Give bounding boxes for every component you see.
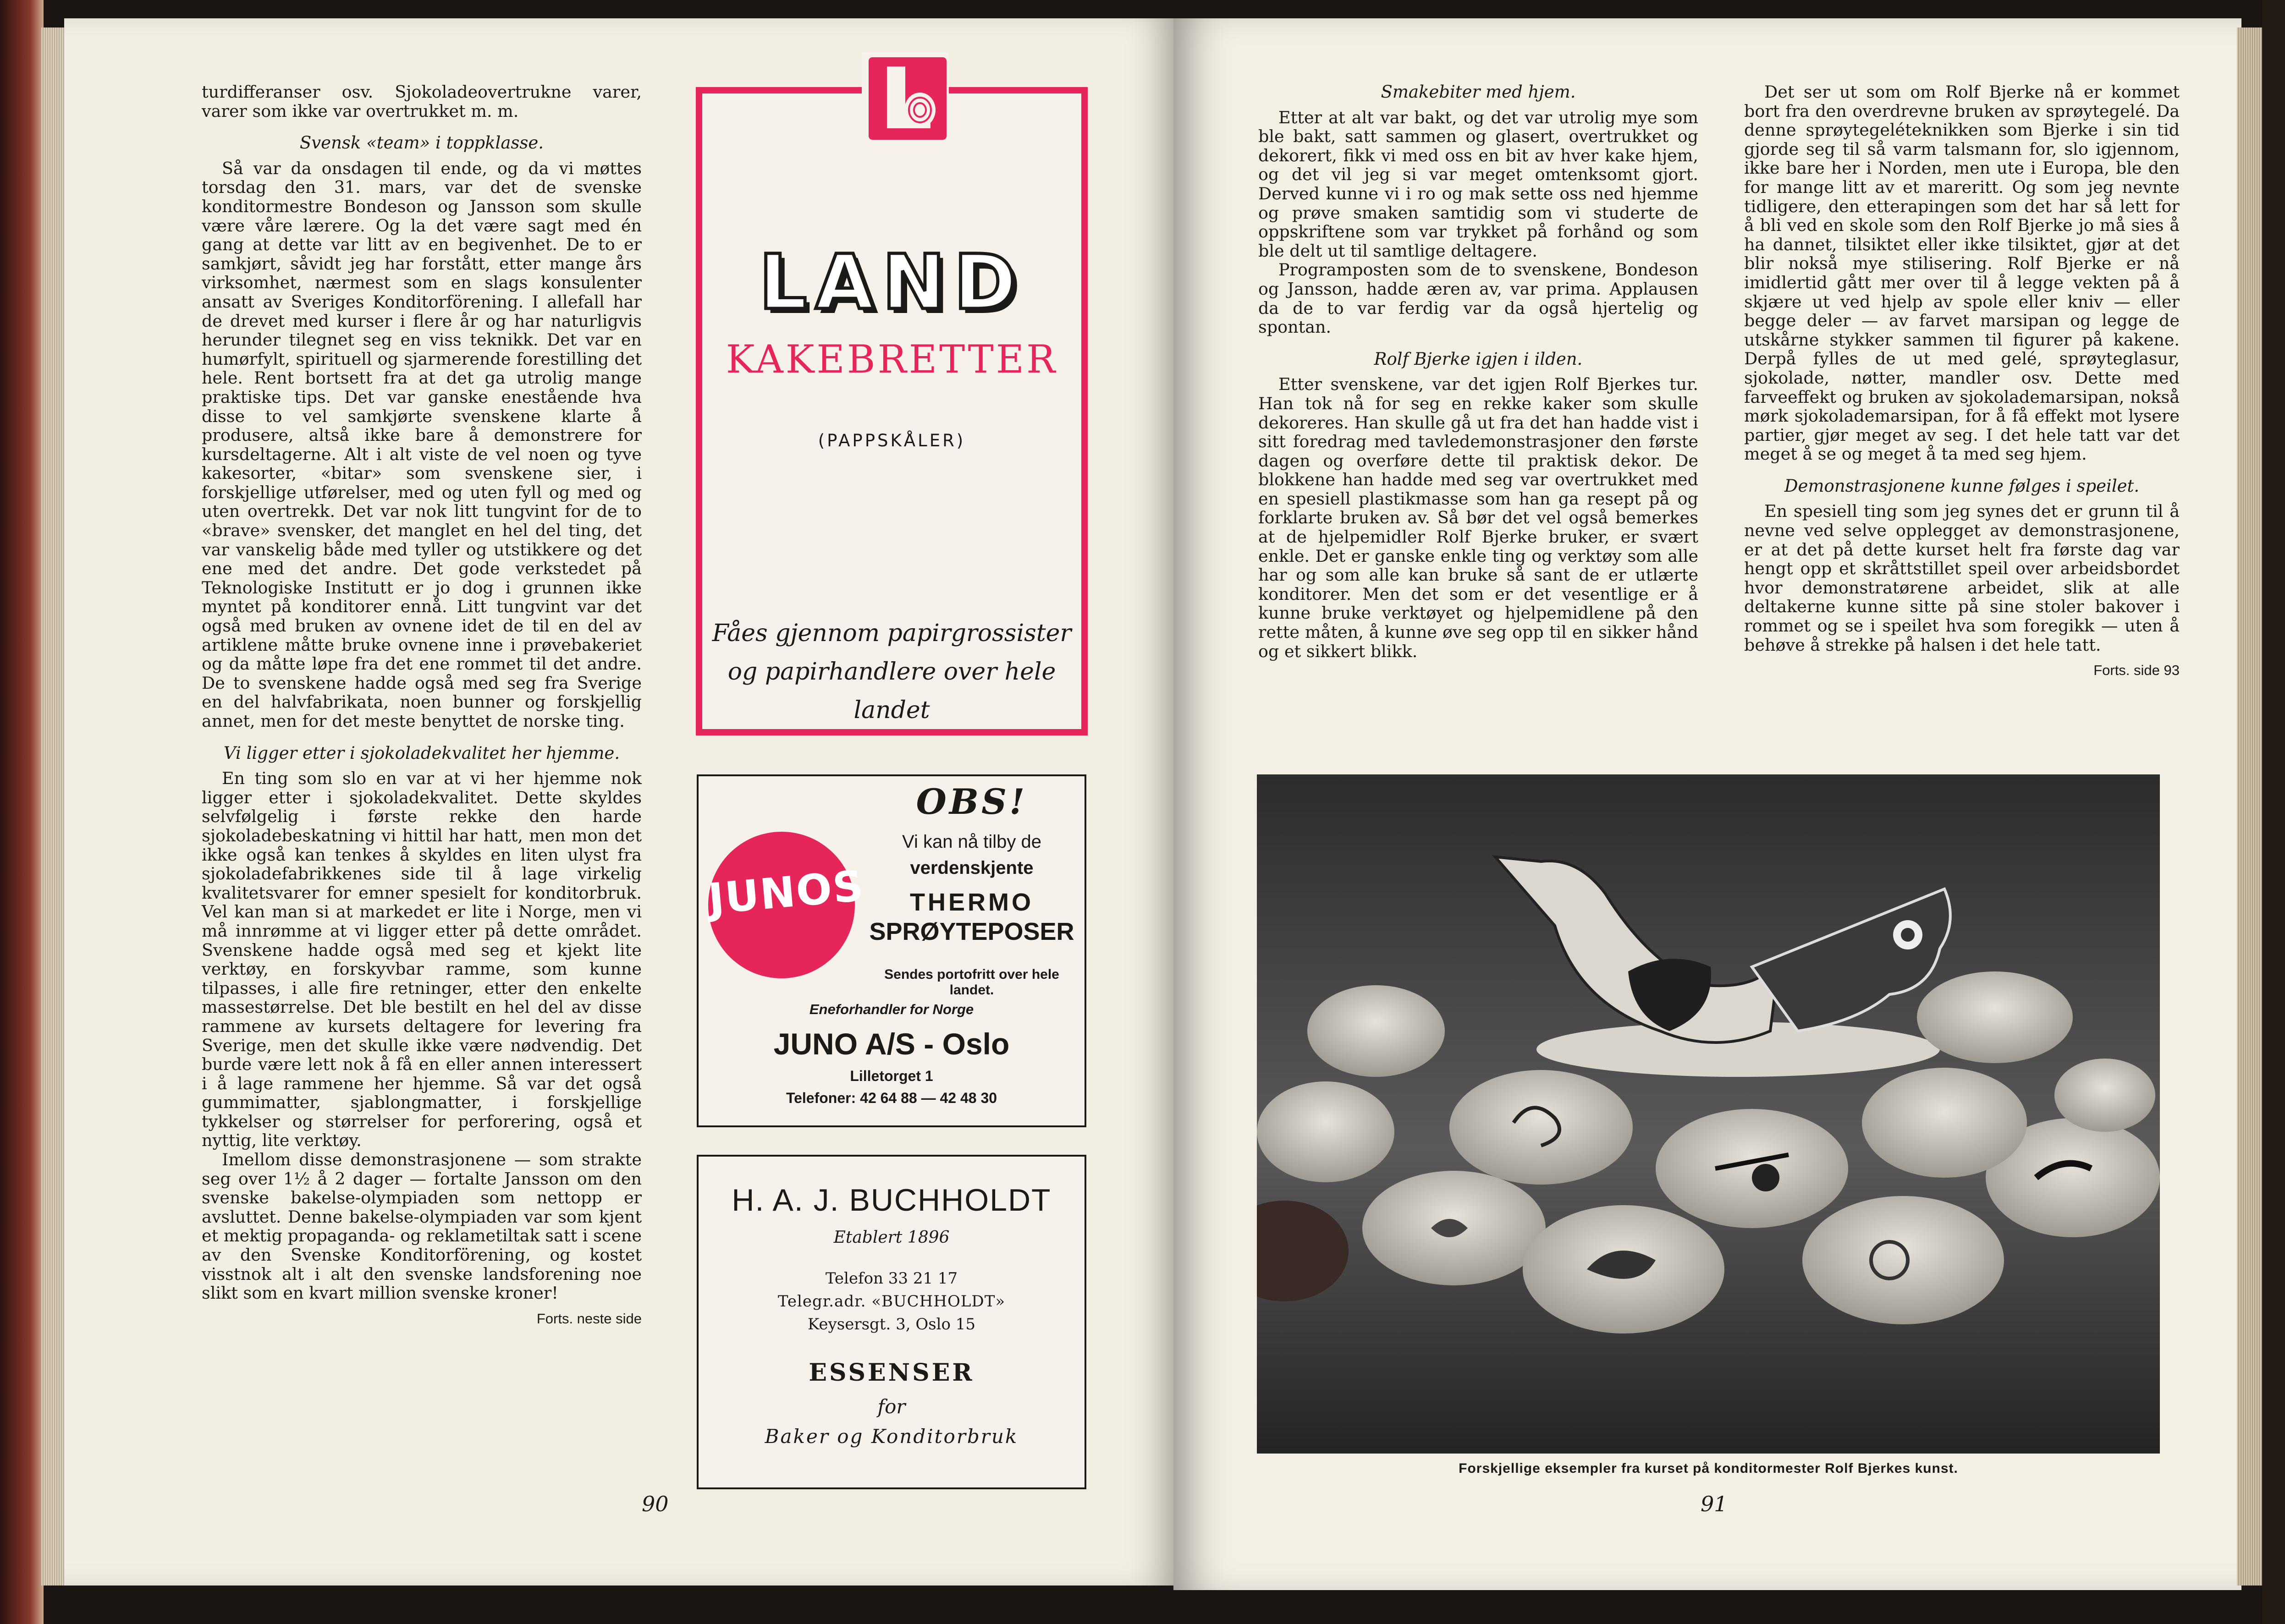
- page-number-left: 90: [642, 1492, 669, 1516]
- juno-dealer-label: Eneforhandler for Norge: [809, 1001, 974, 1017]
- left-article-column: [202, 82, 642, 1328]
- juno-logo: JUNOS: [706, 861, 866, 924]
- cake-decoration-photo: [1257, 774, 2160, 1454]
- paragraph: En spesiell ting som jeg synes det er grunn til å nevne ved selve opplegget av demonstrasjonene, er at det på dette kurset helt fra første dag var hengt opp et skråttstillet speil over arbeidsbordet hvor demonstratørene arbeidet, slik at alle deltakerne kunne sitte på sine stoler bakover i rommet og se i speilet hva som foregikk — uten å behøve å strekke på halsen i det hele tatt.: [1744, 501, 2180, 655]
- book-spine-edge: [0, 0, 44, 1624]
- land-footer-line-1: Fåes gjennom papirgrossister: [712, 620, 1072, 647]
- continued-note: Forts. neste side: [536, 1310, 642, 1327]
- land-subtitle: KAKEBRETTER: [726, 337, 1058, 382]
- book-edge-right: [2262, 0, 2285, 1624]
- page-stack-right: [2237, 27, 2264, 1586]
- juno-shipping: Sendes portofritt over hele landet.: [884, 967, 1059, 998]
- buchholdt-name: H. A. J. BUCHHOLDT: [732, 1183, 1052, 1218]
- subheading: Rolf Bjerke igjen i ilden.: [1374, 349, 1583, 369]
- cake-photo-illustration: [1257, 774, 2160, 1454]
- juno-address: Lilletorget 1: [850, 1068, 933, 1084]
- paragraph: Etter at alt var bakt, og det var utrolig mye som ble bakt, satt sammen og glasert, overtrukket og dekorert, fikk vi med oss en bit av hver kake hjem, og det vil jeg si var meget omtenksomt gjort. Derved kunne vi i ro og mak sette oss ned hjemme og prøve smaken samtidig som vi studerte de oppskriftene som var trykket på forhånd og som ble delt ut til samtlige deltagere.: [1258, 107, 1698, 261]
- paragraph: Det ser ut som om Rolf Bjerke nå er kommet bort fra den overdrevne bruken av sprøytegelé. Da denne sprøytegeléteknikken som Bjerke i sin tid gjorde seg til så varm talsmann for, slo igjennom, ikke bare her i Norden, men ute i Europa, ble den for mange litt av et mareritt. Og som jeg nevnte tidligere, den etterapingen som det har så lett for å bli ved en skole som den Rolf Bjerke jo må sies å ha dannet, tilsiktet eller ikke tilsiktet, gjør at det blir nokså mye stilisering. Rolf Bjerke er nå imidlertid gått mer over til å legge vekten på å skjære ut ved hjelp av spole eller kniv — eller begge deler — av farvet marsipan og legge de utskårne stykker sammen til figurer på kakene. Derpå fylles de ut med gelé, sprøyteglasur, sjokolade, nøtter, mandler osv. Dette med farveeffekt og bruken av sjokolademarsipan, nokså mørk sjokolademarsipan, for å få effekt mot lysere partier, gjør meget av seg. I det hele tatt var det meget å se og meget å ta med seg hjem.: [1744, 82, 2180, 464]
- subheading: Vi ligger etter i sjokoladekvalitet her hjemme.: [223, 743, 620, 763]
- buchholdt-telegram: Telegr.adr. «BUCHHOLDT»: [777, 1292, 1006, 1311]
- juno-product-1: THERMO: [910, 889, 1034, 916]
- paragraph: Programposten som de to svenskene, Bondeson og Jansson, hadde æren av, var prima. Applausen da de to var ferdig var da også hjertelig og spontan.: [1258, 260, 1698, 337]
- juno-line-1: Vi kan nå tilby de: [902, 832, 1041, 852]
- subheading: Demonstrasjonene kunne følges i speilet.: [1784, 476, 2140, 496]
- juno-line-2: verdenskjente: [910, 858, 1034, 878]
- juno-product-2: SPRØYTEPOSER: [869, 918, 1074, 945]
- buchholdt-for: for: [877, 1395, 906, 1418]
- page-number-right: 91: [1701, 1492, 1728, 1516]
- buchholdt-usage: Baker og Konditorbruk: [765, 1425, 1019, 1448]
- subheading: Svensk «team» i toppklasse.: [299, 133, 544, 153]
- paragraph: Så var da onsdagen til ende, og da vi møttes torsdag den 31. mars, var det de svenske konditormestre Bondeson og Jansson som skulle være våre lærere. Og la det være sagt med én gang at dette var litt av en begivenhet. De to er samkjørt, såvidt jeg har forstått, etter mange års virksomhet, nærmest som en slags konsulenter ansatt av Sveriges Konditorförening. I allefall har de drevet med kurser i flere år og har naturligvis herunder tilegnet seg en viss teknikk. Det var en humørfylt, spirituell og sjarmerende forestilling det hele. Rent bortsett fra at det ga utrolig mange praktiske tips. Det var ganske enestående hva disse to vel samkjørte svenskene klarte å produsere, altså ikke bare å demonstrere for kursdeltagerne. Alt i alt viste de vel noen og tyve kakesorter, «bitar» som svenskene sier, i forskjellige utførelser, med og uten fyll og med og uten overtrekk. Det var nok litt tungvint for de to «brave» svensker, det manglet en hel del ting, det var vanskelig både med tyller og utstikkere og det ene med det andre. Det gode verkstedet på Teknologiske Institutt er jo dog i grunnen ikke myntet på konditorer ennå. Litt tungvint var det også med bruken av ovnene idet de til en del av artiklene måtte bruke ovnene inne i prøvebakeriet og da måtte løpe fra det ene rommet til det andre. De to svenskene hadde også med seg fra Sverige en del halvfabrikata, noen bunner og forskjellig annet, men for det meste benyttet de norske ting.: [202, 158, 642, 731]
- photo-caption: Forskjellige eksempler fra kurset på konditormester Rolf Bjerkes kunst.: [1459, 1461, 1958, 1476]
- paragraph: Etter svenskene, var det igjen Rolf Bjerkes tur. Han tok nå for seg en rekke kaker som skulle dekoreres. Han skulle gå ut fra det han hadde vist i sitt foredrag med tavledemonstrasjoner den første dagen og overføre dette til praktisk dekor. De blokkene han hadde med seg var overtrukket med en spesiell plastikmasse som han ga resept på og forklarte bruken av. Så bør det vel også bemerkes at de hjelpemidler Rolf Bjerke bruker, er svært enkle. Det er ganske enkle ting og verktøy som alle har og som alle kan bruke så sant de er utlærte konditorer. Men det som er det vesentlige er å kunne bruke verktøyet og hjelpemidlene på den rette måten, å kunne øve seg opp til en sikker hånd og et sikkert blikk.: [1258, 374, 1698, 661]
- juno-phones: Telefoner: 42 64 88 — 42 48 30: [786, 1090, 997, 1106]
- juno-company: JUNO A/S - Oslo: [773, 1027, 1010, 1061]
- buchholdt-product: ESSENSER: [809, 1359, 975, 1387]
- juno-obs: OBS!: [916, 781, 1028, 822]
- subheading: Smakebiter med hjem.: [1381, 82, 1576, 102]
- buchholdt-phone: Telefon 33 21 17: [825, 1269, 958, 1288]
- land-subtitle-2: (PAPPSKÅLER): [818, 431, 966, 450]
- paragraph: turdifferanser osv. Sjokoladeovertrukne varer, varer som ikke var overtrukket m. m.: [202, 82, 642, 121]
- land-title: LAND: [759, 238, 1025, 326]
- buchholdt-address: Keysersgt. 3, Oslo 15: [807, 1315, 976, 1333]
- paragraph: En ting som slo en var at vi her hjemme nok ligger etter i sjokoladekvalitet. Dette skyldes selvfølgelig i første rekke den harde sjokoladebeskatning vi hittil har hatt, men mon det ikke også kan tenkes å skyldes en liten ulyst fra sjokoladefabrikkenes side til å lage virkelig kvalitetsvarer for emner spesielt for konditorbruk. Vel kan man si at markedet er lite i Norge, men vi må innrømme at vi ligger etter på dette området. Svenskene hadde også med seg et kjekt lite verktøy, en forskyvbar ramme, som kunne tilpasses, i alle fire retninger, etter den enkelte massestørrelse. Det ble bestilt en hel del av disse rammene av kursets deltagere for levering fra Sverige, men det skulle ikke være nødvendig. Det burde være lett nok å få en eller annen interessert i å lage rammene her hjemme. Så var det også gummimatter, sjablongmatter, i forskjellige tykkelser og størrelser for perforering, også et nyttig, lite verktøy.: [202, 768, 642, 1151]
- land-footer: [696, 614, 1088, 730]
- land-log-icon: [869, 57, 947, 140]
- land-footer-line-2: og papirhandlere over hele landet: [727, 658, 1056, 724]
- buchholdt-established: Etablert 1896: [833, 1228, 950, 1247]
- continued-note: Forts. side 93: [2093, 662, 2180, 679]
- right-article-column-2: [1744, 82, 2180, 680]
- right-article-column-1: [1258, 82, 1698, 661]
- paragraph: Imellom disse demonstrasjonene — som strakte seg over 1½ å 2 dager — fortalte Jansson om den svenske bakelse-olympiaden som nettopp er avsluttet. Denne bakelse-olympiaden var som kjent et mektig propaganda- og reklametiltak satt i scene av den Svenske Konditorförening, og kostet visstnok alt i alt den svenske landsforening noe slikt som en kvart million svenske kroner!: [202, 1150, 642, 1303]
